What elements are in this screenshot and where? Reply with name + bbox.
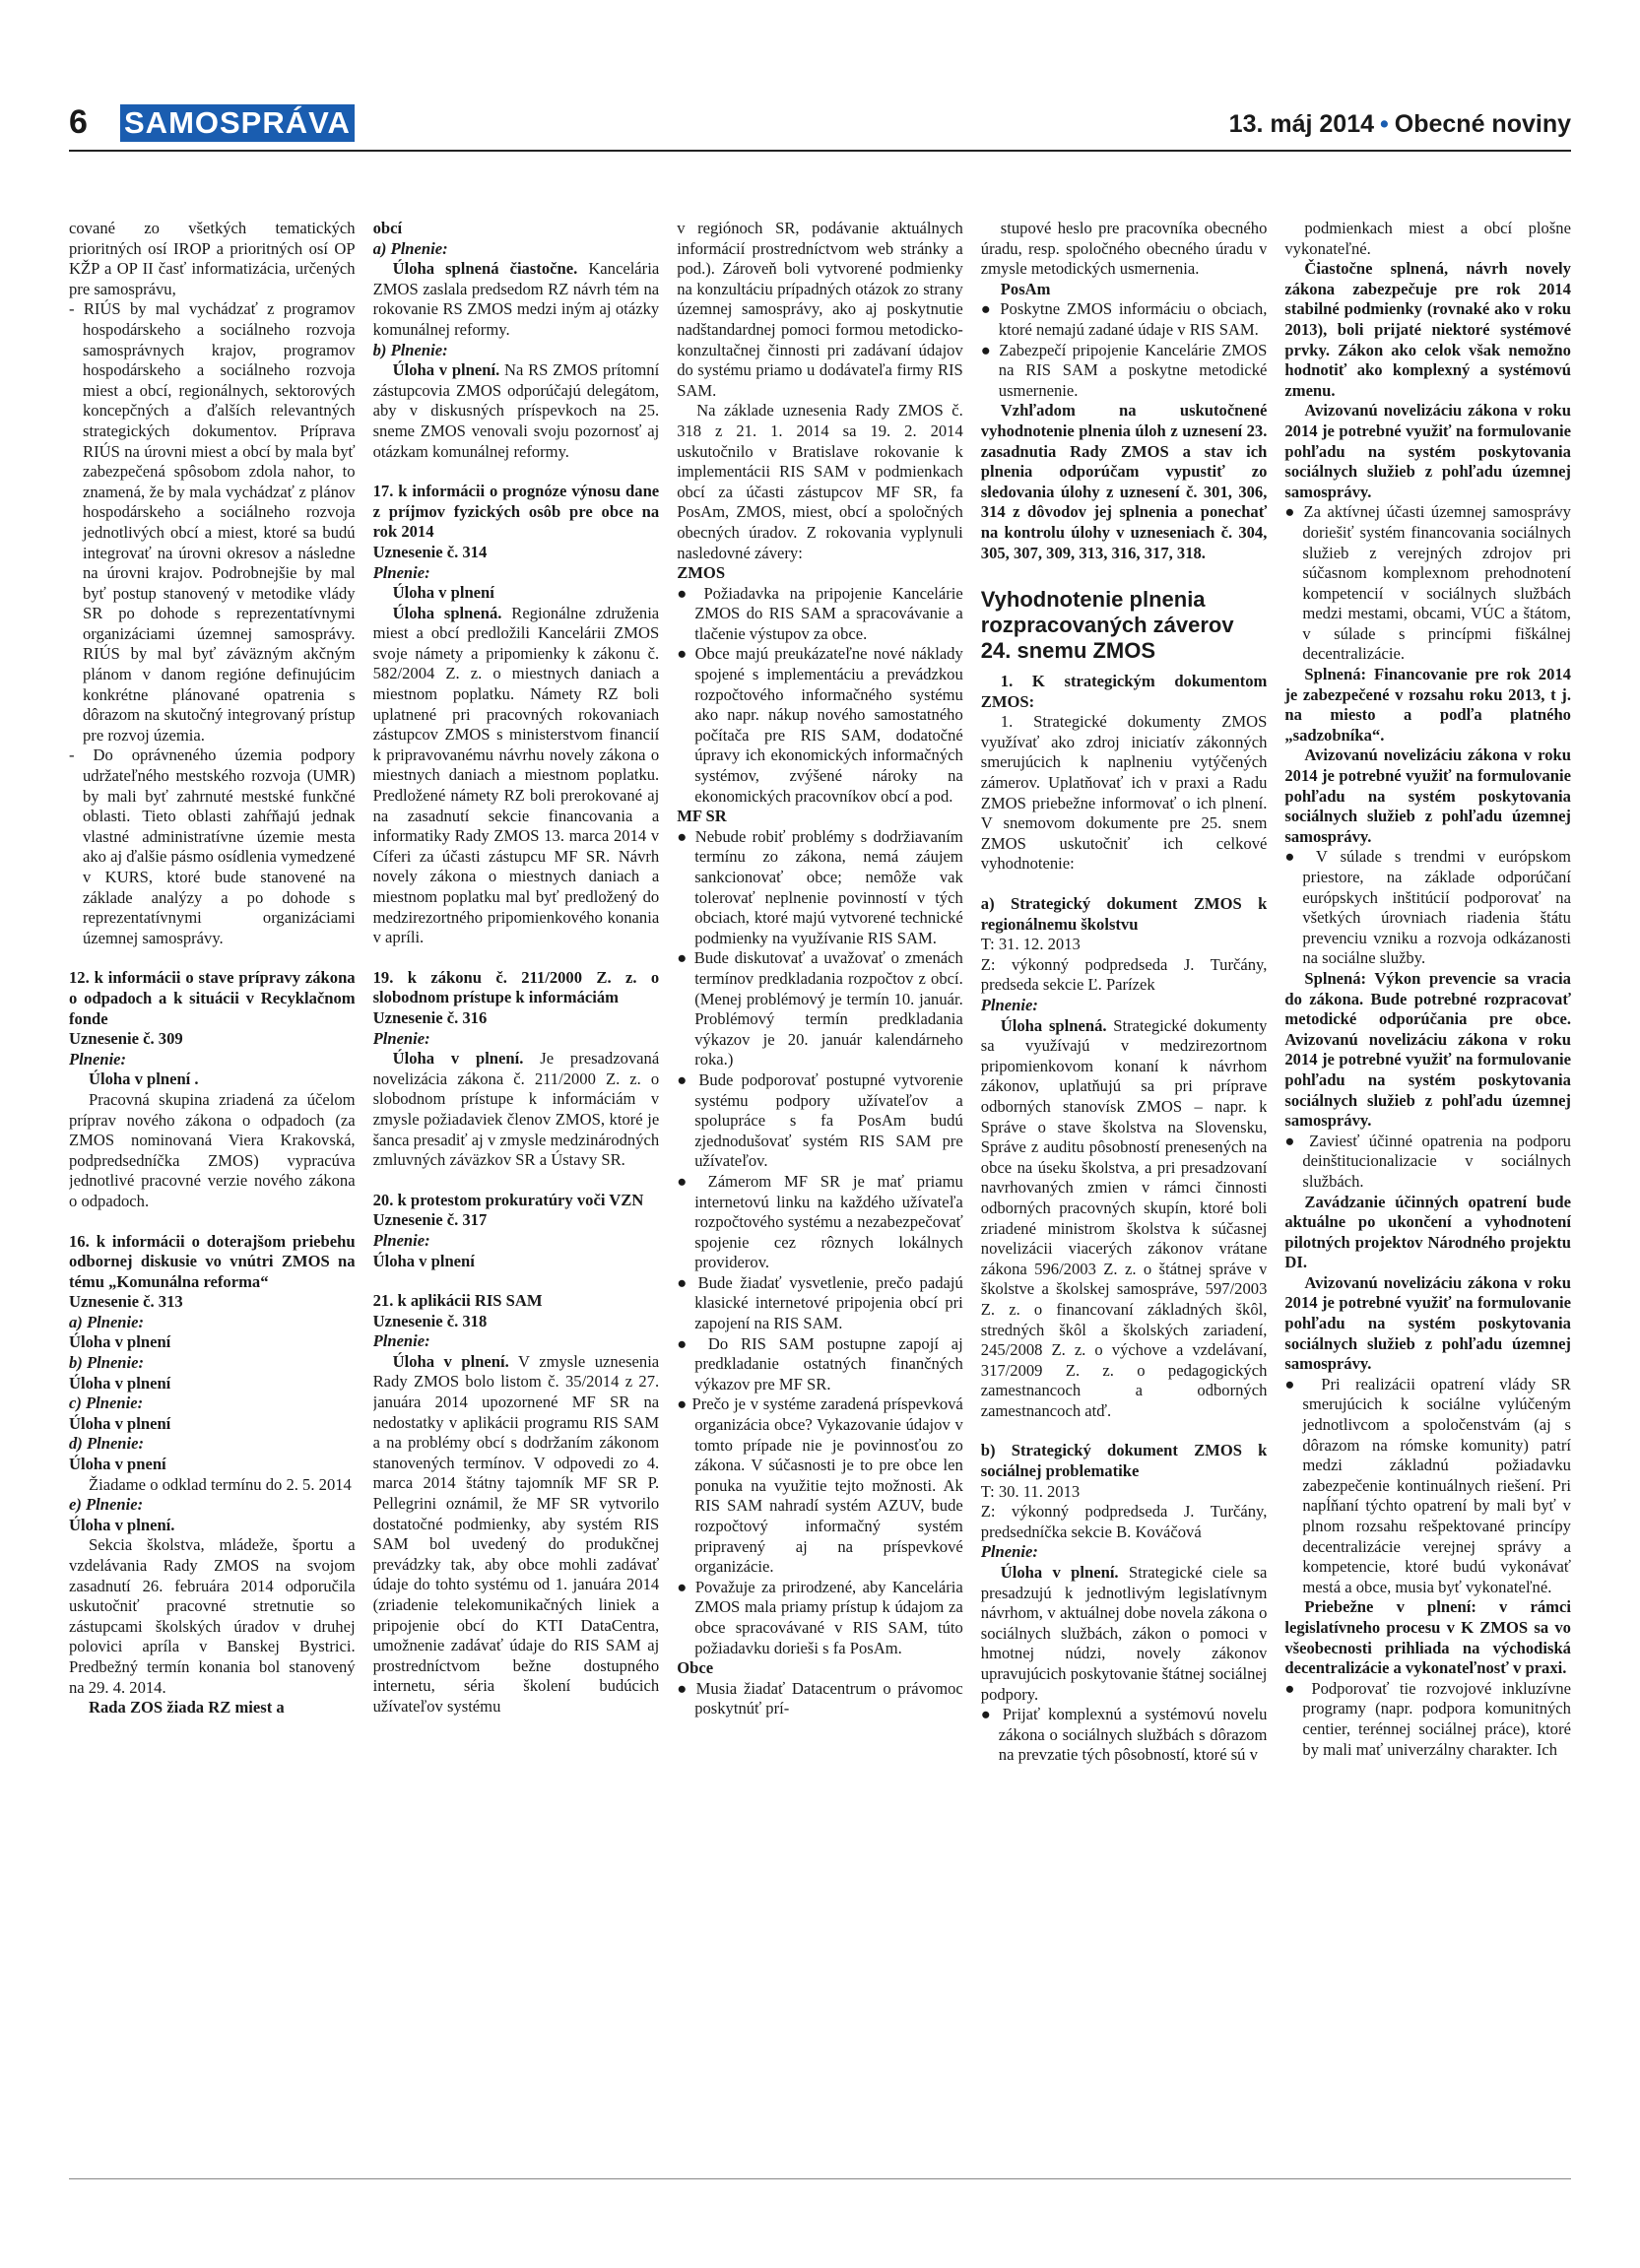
paragraph: stupové heslo pre pracovníka obecného úradu, resp. spoločného obecného úradu v zmysle metodických usmernenia. (980, 219, 1268, 279)
paragraph-body: Na RS ZMOS prítomní zástupcovia ZMOS odporúčajú delegátom, aby v diskusných príspevkoch na 25. sneme ZMOS venovali svoju pozornosť aj otázkam komunálnej reformy. (372, 360, 660, 461)
publication-name: Obecné noviny (1394, 110, 1571, 138)
bullet-icon: ● (677, 1272, 698, 1292)
paragraph (981, 299, 1268, 340)
paragraph: Úloha v plnení (69, 1373, 171, 1393)
paragraph: a) Plnenie: (372, 238, 448, 258)
bullet-text: Podporovať tie rozvojové inkluzívne programy (napr. podpora komunitných centier, terénnej sociálnej práce), ktoré by mali mať univerzálny charakter. Ich (1302, 1678, 1571, 1759)
section-label: SAMOSPRÁVA (120, 104, 355, 142)
bullet-text: Musia žiadať Datacentrum o právomoc poskytnúť prí- (694, 1678, 963, 1718)
bullet-icon: ● (1284, 1374, 1322, 1393)
paragraph: Avizovanú novelizáciu zákona v roku 2014 je potrebné využiť na formulovanie pohľadu na systém poskytovania sociálnych služieb z pohľadu územnej samosprávy. (1284, 401, 1571, 501)
bullet-text: Zámerom MF SR je mať priamu internetovú linku na každého užívateľa rozpočtového systému a nezabezpečovať spojenie cez rôznych lokálnych providerov. (694, 1171, 963, 1272)
bullet-icon: ● (1284, 1678, 1312, 1698)
issue-info (1229, 108, 1571, 140)
paragraph: Rada ZOS žiada RZ miest a (89, 1698, 285, 1717)
paragraph: Plnenie: (372, 562, 430, 582)
paragraph-body: Regionálne združenia miest a obcí predložili Kancelárii ZMOS svoje námety a pripomienky k zákonu č. 582/2004 Z. z. o miestnych daniach a miestnom poplatku. Námety RZ boli uplatnené pri pracovných rokovaniach zástupcov ZMOS s ministerstvom financií k pripravovanému návrhu novely zákona o miestnych daniach a miestnom poplatku. Predložené námety RZ boli prerokované aj na zasadnutí sekcie financovania a informatiky Rady ZMOS 13. marca 2014 v Cíferi za účasti zástupcu MF SR. Návrh novely zákona o miestnych daniach a miestnom poplatku mal byť predložený do medzirezortného pripomienkového konania v apríli. (372, 603, 660, 947)
bullet-icon: ● (980, 1705, 1003, 1724)
bullet-icon: ● (1284, 502, 1304, 522)
paragraph: Obce (677, 1658, 714, 1678)
paragraph: Uznesenie č. 318 (372, 1311, 488, 1330)
paragraph (1284, 1375, 1571, 1598)
paragraph-lead: Úloha v plnení. (1000, 1563, 1119, 1583)
bullet-icon: ● (980, 340, 1000, 359)
paragraph: Uznesenie č. 316 (372, 1007, 488, 1027)
paragraph: 16. k informácii o doterajšom priebehu odbornej diskusie vo vnútri ZMOS na tému „Komunálna reforma“ (69, 1231, 356, 1291)
issue-date: 13. máj 2014 (1228, 110, 1375, 138)
paragraph: PosAm (1000, 279, 1051, 298)
paragraph: 1. Strategické dokumenty ZMOS využívať ako zdroj iniciatív zákonných smerujúcich k naplneniu vytýčených zámerov. Uplatňovať ich v praxi a Radu ZMOS priebežne informovať o ich plnení. V snemovom dokumente pre 25. snem ZMOS uskutočniť ich celkové vyhodnotenie: (980, 712, 1268, 874)
bullet-text: Prečo je v systéme zaradená príspevková organizácia obce? Vykazovanie údajov v tomto prípade nie je povinnosťou zo zákona. V súčasnosti je to pre obce len ponuka na využitie tejto možnosti. Ak RIS SAM nahradí systém AZUV, bude rozpočtový informačný systém pripravený aj na príspevkové organizácie. (691, 1394, 963, 1577)
paragraph-lead: Úloha v plnení. (392, 360, 500, 380)
paragraph: Pracovná skupina zriadená za účelom príprav nového zákona o odpadoch (za ZMOS nominovaná Viera Krakovská, podpredsedníčka ZMOS) vypracúva jednotlivé pracovné verzie nového zákona o odpadoch. (69, 1089, 356, 1210)
paragraph (373, 360, 660, 462)
bullet-text: Prijať komplexnú a systémovú novelu zákona o sociálnych službách s dôrazom na prevzatie tých pôsobností, ktoré sú v (998, 1705, 1268, 1765)
bullet-icon: ● (677, 1069, 699, 1089)
paragraph: 1. K strategickým dokumentom ZMOS: (980, 672, 1268, 711)
paragraph (677, 584, 963, 645)
paragraph (981, 1705, 1268, 1766)
bullet-text: Požiadavka na pripojenie Kancelárie ZMOS do RIS SAM a spracovávanie a tlačenie výstupov za obce. (694, 583, 963, 643)
paragraph-lead: Úloha splnená. (1000, 1015, 1107, 1035)
column-2 (373, 219, 660, 2173)
paragraph: Na základe uznesenia Rady ZMOS č. 318 z 21. 1. 2014 sa 19. 2. 2014 uskutočnilo v Bratislave rokovanie k implementácii RIS SAM v podmienkach obcí za účasti zástupcov MF SR, fa PosAm, ZMOS, miest, obcí a spoločných obecných úradov. Z rokovania vyplynuli nasledovné závery: (677, 401, 963, 562)
paragraph-lead: Úloha splnená čiastočne. (392, 259, 578, 279)
paragraph: Úloha v plnení (372, 1251, 475, 1270)
bullet-text: Obce majú preukázateľne nové náklady spojené s implementáciu a prevádzkou rozpočtového informačného systému ako napr. nákup nového samostatného počítača pre RIS SAM, dodatočné úpravy ich ekonomických informačných systémov, zvýšené nároky na ekonomických pracovníkov obcí a pod. (694, 644, 963, 806)
paragraph: Uznesenie č. 309 (69, 1029, 183, 1049)
paragraph (373, 259, 660, 340)
column-4 (981, 219, 1268, 2173)
paragraph: b) Plnenie: (69, 1353, 145, 1373)
bullet-text: Bude podporovať postupné vytvorenie systému podpory užívateľov a spolupráce s fa PosAm budú zjednodušovať systém RIS SAM pre užívateľov. (694, 1069, 963, 1171)
bullet-icon: ● (677, 1333, 708, 1353)
paragraph: T: 30. 11. 2013 (980, 1481, 1081, 1501)
paragraph-lead: Úloha v plnení. (392, 1351, 509, 1371)
paragraph: Avizovanú novelizáciu zákona v roku 2014 je potrebné využiť na formulovanie pohľadu na systém poskytovania sociálnych služieb z pohľadu územnej samosprávy. (1284, 1272, 1571, 1374)
paragraph-lead: Úloha v plnení. (392, 1049, 524, 1069)
paragraph (677, 1070, 963, 1172)
paragraph: Úloha v plnení (69, 1332, 171, 1352)
paragraph: Úloha v plnení (69, 1413, 171, 1433)
paragraph: b) Plnenie: (372, 340, 448, 359)
paragraph: Čiastočne splnená, návrh novely zákona zabezpečuje pre rok 2014 stabilné podmienky (rovnaké ako v roku 2013), boli prijaté niektoré systémové prvky. Zákon ako celok však nemožno hodnotiť ako komplexný a systémovú zmenu. (1284, 259, 1571, 400)
column-1 (69, 219, 356, 2173)
paragraph (677, 644, 963, 807)
bullet-icon: ● (677, 1577, 695, 1596)
paragraph (677, 1394, 963, 1577)
column-3 (677, 219, 963, 2173)
bullet-icon: ● (677, 583, 704, 603)
bullet-text: Za aktívnej účasti územnej samosprávy doriešiť systém financovania sociálnych služieb z verejných zdrojov pri súčasnom komplexnom prehodnotení kompetencií v sociálnych službách medzi mestami, obcami, VÚC a štátom, v súlade s princípmi fiškálnej decentralizácie. (1302, 502, 1571, 664)
bullet-text: Zaviesť účinné opatrenia na podporu deinštitucionalizacie v sociálnych službách. (1302, 1131, 1571, 1191)
paragraph: Vzhľadom na uskutočnené vyhodnotenie plnenia úloh z uznesení 23. zasadnutia Rady ZMOS a stav ich plnenia odporúčam vypustiť zo sledovania úlohy z uznesení č. 301, 306, 314 z dôvodov jej splnenia a ponechať na kontrolu úlohy v uzneseniach č. 304, 305, 307, 309, 313, 316, 317, 318. (980, 401, 1268, 562)
paragraph-body: Strategické dokumenty sa využívajú v medzirezortnom pripomienkovom konaní k návrhom zákonov, uplatňujú sa pri príprave odborných stanovísk ZMOS – napr. k Správe o stave školstva na Slovensku, Správe z auditu pôsobností prenesených na obce na úseku školstva, a pri presadzovaní navrhovaných zmien v rámci činnosti odborných pracovných skupín, ktoré boli zriadené ministrom školstva k súčasnej novelizácii viacerých zákonov vrátane zákona 596/2003 Z. z. o štátnej správe v školstve a školskej samospráve, 597/2003 Z. z. o financovaní základných škôl, stredných škôl a školských zariadení, 245/2008 Z. z. o výchove a vzdelávaní, 317/2009 Z. z. o pedagogických zamestnancoch a odborných zamestnancoch atď. (980, 1015, 1268, 1420)
footer-rule (69, 2178, 1571, 2179)
column-5 (1284, 219, 1571, 2173)
paragraph: Úloha v pnení (69, 1455, 166, 1474)
paragraph: Z: výkonný podpredseda J. Turčány, predsedníčka sekcie B. Kováčová (980, 1502, 1268, 1541)
paragraph: Splnená: Financovanie pre rok 2014 je zabezpečené v rozsahu roku 2013, t j. na miesto a podľa platného „sadzobníka“. (1284, 665, 1571, 745)
bullet-icon: ● (677, 1394, 692, 1414)
section-heading: Vyhodnotenie plnenia rozpracovaných záverov 24. snemu ZMOS (980, 587, 1234, 664)
paragraph: Priebežne v plnení: v rámci legislatívneho procesu v K ZMOS sa vo všeobecnosti prihliada na východiská decentralizácie a vykonateľnosť v praxi. (1284, 1597, 1571, 1678)
paragraph-body: V zmysle uznesenia Rady ZMOS bolo listom č. 35/2014 z 27. januára 2014 upozornené MF SR na nedostatky v aplikácii programu RIS SAM a na problémy obcí s dodržaním zákonom stanovených termínov. V odpovedi zo 4. marca 2014 štátny tajomník MF SR P. Pellegrini oznámil, že MF SR vytvorilo dostatočné podmienky, aby systém RIS SAM bol uvedený do produkčnej prevádzky tak, aby obce mohli zadávať údaje do tohto systému od 1. januára 2014 (zriadenie telekomunikačných liniek a pripojenie obcí do KTI DataCentra, umožnenie zadávať údaje do RIS SAM aj prostredníctvom bežne dostupného internetu, séria školení budúcich užívateľov systému (372, 1351, 660, 1716)
paragraph: Úloha v plnení. (69, 1515, 175, 1534)
paragraph: Žiadame o odklad termínu do 2. 5. 2014 (89, 1474, 352, 1494)
bullet-icon: ● (677, 1678, 696, 1698)
paragraph: b) Strategický dokument ZMOS k sociálnej problematike (980, 1441, 1268, 1481)
paragraph: Plnenie: (372, 1331, 430, 1351)
paragraph (373, 1049, 660, 1171)
paragraph: 21. k aplikácii RIS SAM (372, 1291, 543, 1311)
bullet-icon: ● (1284, 1131, 1310, 1150)
paragraph-body: Strategické ciele sa presadzujú k jednotlivým legislatívnym návrhom, v aktuálnej dobe novela zákona o sociálnych službách, zákon o pomoci v hmotnej núdzi, novely zákonov upravujúcich poskytovanie štátnej sociálnej podpory. (980, 1563, 1268, 1704)
paragraph: - RIÚS by mal vychádzať z programov hospodárskeho a sociálneho rozvoja samosprávnych krajov, programov hospodárskeho a sociálneho rozvoja miest a obcí, regionálnych, sektorových koncepčných a ďalších relevantných strategických dokumentov. Príprava RIÚS na úrovni miest a obcí by mala byť zabezpečená spôsobom zdola nahor, to znamená, že by mala vychádzať z plánov hospodárskeho a sociálneho rozvoja jednotlivých obcí a miest, ktoré sa budú integrovať na úrovni okresov a následne na úrovni krajov. Podrobnejšie by mal byť postup stanovený v metodike vlády SR po dohode s reprezentatívnymi organizáciami územnej samosprávy. RIÚS by mal byť záväzným akčným plánom v danom regióne definujúcim konkrétne plánované opatrenia s dôrazom na skutočný integrovaný prístup pre rozvoj územia. (69, 299, 356, 745)
paragraph: 12. k informácii o stave prípravy zákona o odpadoch a k situácii v Recyklačnom fonde (69, 968, 356, 1028)
paragraph-lead: Úloha splnená. (392, 603, 502, 622)
paragraph (677, 827, 963, 949)
paragraph (373, 1352, 660, 1717)
bullet-icon: ● (677, 1171, 708, 1191)
paragraph: cované zo všetkých tematických prioritných osí IROP a prioritných osí OP KŽP a OP II časť informatizácia, určených pre samosprávu, (69, 219, 356, 298)
paragraph (677, 1679, 963, 1719)
paragraph: Úloha v plnení . (89, 1069, 199, 1089)
bullet-text: Pri realizácii opatrení vlády SR smerujúcich k sociálne vylúčeným jednotlivcom a spoločenstvám (aj s dôrazom na rómske komunity) patrí medzi základnú požiadavku zabezpečenie kontinuálnych riešení. Pri napĺňaní týchto opatrení by mali byť v plnom rozsahu rešpektované princípy decentralizácie verejnej správy a kompetencie, ktoré budú vykonávať mestá a obce, musia byť vykonateľné. (1302, 1374, 1571, 1596)
paragraph (981, 1016, 1268, 1422)
paragraph: obcí (372, 219, 403, 237)
paragraph: d) Plnenie: (69, 1434, 145, 1454)
header-rule (69, 150, 1571, 152)
bullet-icon: ● (677, 948, 694, 968)
separator-bullet: • (1380, 110, 1389, 138)
paragraph (677, 1273, 963, 1334)
paragraph: Avizovanú novelizáciu zákona v roku 2014 je potrebné využiť na formulovanie pohľadu na systém poskytovania sociálnych služieb z pohľadu územnej samosprávy. (1284, 745, 1571, 846)
paragraph: e) Plnenie: (69, 1495, 144, 1515)
paragraph: v regiónoch SR, podávanie aktuálnych informácií prostredníctvom web stránky a pod.). Zároveň boli vytvorené podmienky na konzultáciu prípadných otázok zo strany územnej samosprávy, ako aj poskytnutie nadštandardnej pomoci formou metodicko-konzultačnej činnosti pri zadávaní údajov do systému priamo u dodávateľa firmy RIS SAM. (677, 219, 963, 400)
paragraph: Uznesenie č. 313 (69, 1292, 183, 1312)
bullet-icon: ● (677, 826, 695, 846)
paragraph: a) Strategický dokument ZMOS k regionálnemu školstvu (980, 894, 1268, 934)
bullet-text: Bude žiadať vysvetlenie, prečo padajú klasické internetové pripojenia obcí pri zapojení na RIS SAM. (694, 1272, 963, 1333)
paragraph: Plnenie: (372, 1028, 430, 1048)
bullet-icon: ● (677, 644, 695, 664)
paragraph: MF SR (677, 807, 727, 826)
paragraph: podmienkach miest a obcí plošne vykonateľné. (1284, 219, 1571, 258)
bullet-text: Do RIS SAM postupne zapojí aj predkladanie ostatných finančných výkazov pre MF SR. (694, 1333, 963, 1393)
bullet-text: Nebude robiť problémy s dodržiavaním termínu zo zákona, nemá záujem sankcionovať obce; nemôže vak tolerovať neplnenie povinností v tých obciach, ktoré majú vytvorené technické podmienky na využívanie RIS SAM. (694, 826, 963, 947)
paragraph-body: Kancelária ZMOS zaslala predsedom RZ návrh tém na rokovanie RS ZMOS medzi iným aj otázky komunálnej reformy. (372, 259, 660, 339)
paragraph: ZMOS (677, 563, 726, 583)
paragraph: 20. k protestom prokuratúry voči VZN (372, 1190, 644, 1209)
paragraph: Uznesenie č. 317 (372, 1210, 488, 1230)
paragraph: Z: výkonný podpredseda J. Turčány, predseda sekcie Ľ. Parízek (980, 954, 1268, 995)
paragraph: Splnená: Výkon prevencie sa vracia do zákona. Bude potrebné rozpracovať metodické odporúčania pre obce. Avizovanú novelizáciu zákona v roku 2014 je potrebné využiť na formulovanie pohľadu na systém poskytovania sociálnych služieb z pohľadu územnej samosprávy. (1284, 968, 1571, 1131)
paragraph: Plnenie: (980, 1542, 1038, 1562)
paragraph (1284, 1132, 1571, 1193)
page-header (69, 102, 1571, 146)
paragraph: 19. k zákonu č. 211/2000 Z. z. o slobodnom prístupe k informáciám (372, 967, 660, 1007)
paragraph: c) Plnenie: (69, 1393, 144, 1413)
bullet-text: Považuje za prirodzené, aby Kancelária ZMOS mala priamy prístup k údajom za obce spracovávané v RIS SAM, túto požiadavku dorieši s fa PosAm. (694, 1577, 963, 1657)
bullet-text: Zabezpečí pripojenie Kancelárie ZMOS na RIS SAM a poskytne metodické usmernenie. (998, 340, 1268, 400)
paragraph (373, 604, 660, 948)
paragraph (1284, 502, 1571, 665)
paragraph (1284, 1679, 1571, 1760)
paragraph: Zavádzanie účinných opatrení bude aktuálne po ukončení a vyhodnotení pilotných projektov Národného projektu DI. (1284, 1192, 1571, 1272)
paragraph: Úloha v plnení (392, 583, 494, 603)
paragraph (677, 1578, 963, 1658)
paragraph: Uznesenie č. 314 (372, 542, 488, 561)
paragraph (1284, 847, 1571, 969)
bullet-icon: ● (980, 299, 1001, 319)
paragraph: T: 31. 12. 2013 (980, 935, 1081, 954)
bullet-icon: ● (1284, 847, 1316, 867)
paragraph: Plnenie: (69, 1049, 127, 1069)
paragraph (677, 1334, 963, 1395)
bullet-text: Bude diskutovať a uvažovať o zmenách termínov predkladania rozpočtov z obcí. (Menej problémový je termín 10. január. Problémový termín predkladania výkazov je 20. január kalendárneho roka.) (693, 948, 963, 1069)
bullet-text: Poskytne ZMOS informáciu o obciach, ktoré nemajú zadané údaje v RIS SAM. (998, 299, 1268, 339)
bullet-text: V súlade s trendmi v európskom priestore, na základe odporúčaní európskych inštitúcií podporovať na všetkých úrovniach riadenia štátu prevenciu vzniku a rozvoja odkázanosti na sociálne služby. (1302, 847, 1571, 968)
paragraph: a) Plnenie: (69, 1312, 145, 1331)
paragraph (981, 1563, 1268, 1705)
paragraph: - Do oprávneného územia podpory udržateľného mestského rozvoja (UMR) by mali byť zahrnuté mestské funkčné oblasti. Tieto oblasti zahŕňajú jednak vlastné administratívne územie mesta ako aj ďalšie pásmo osídlenia vymedzené v KURS, ktoré bude stanovené na základe analýzy a po dohode s reprezentatívnymi organizáciami územnej samosprávy. (69, 745, 356, 947)
page-number: 6 (69, 103, 88, 141)
paragraph: Plnenie: (980, 996, 1038, 1014)
paragraph (677, 1172, 963, 1273)
paragraph: Plnenie: (372, 1230, 430, 1250)
paragraph: 17. k informácii o prognóze výnosu dane z príjmov fyzických osôb pre obce na rok 2014 (372, 482, 660, 542)
paragraph-body: Je presadzovaná novelizácia zákona č. 211/2000 Z. z. o slobodnom prístupe k informáciám v zmysle požiadaviek členov ZMOS, ktoré je šanca presadiť aj v zmysle medzinárodných zmluvných záväzkov SR a Ústavy SR. (372, 1049, 660, 1170)
article-columns (69, 219, 1571, 2173)
paragraph: Sekcia školstva, mládeže, športu a vzdelávania Rady ZMOS na svojom zasadnutí 26. februára 2014 odporučila uskutočniť pracovné stretnutie so zástupcami školských úradov v druhej polovici apríla v Banskej Bystrici. Predbežný termín konania bol stanovený na 29. 4. 2014. (69, 1535, 356, 1697)
paragraph (981, 341, 1268, 402)
paragraph (677, 948, 963, 1070)
